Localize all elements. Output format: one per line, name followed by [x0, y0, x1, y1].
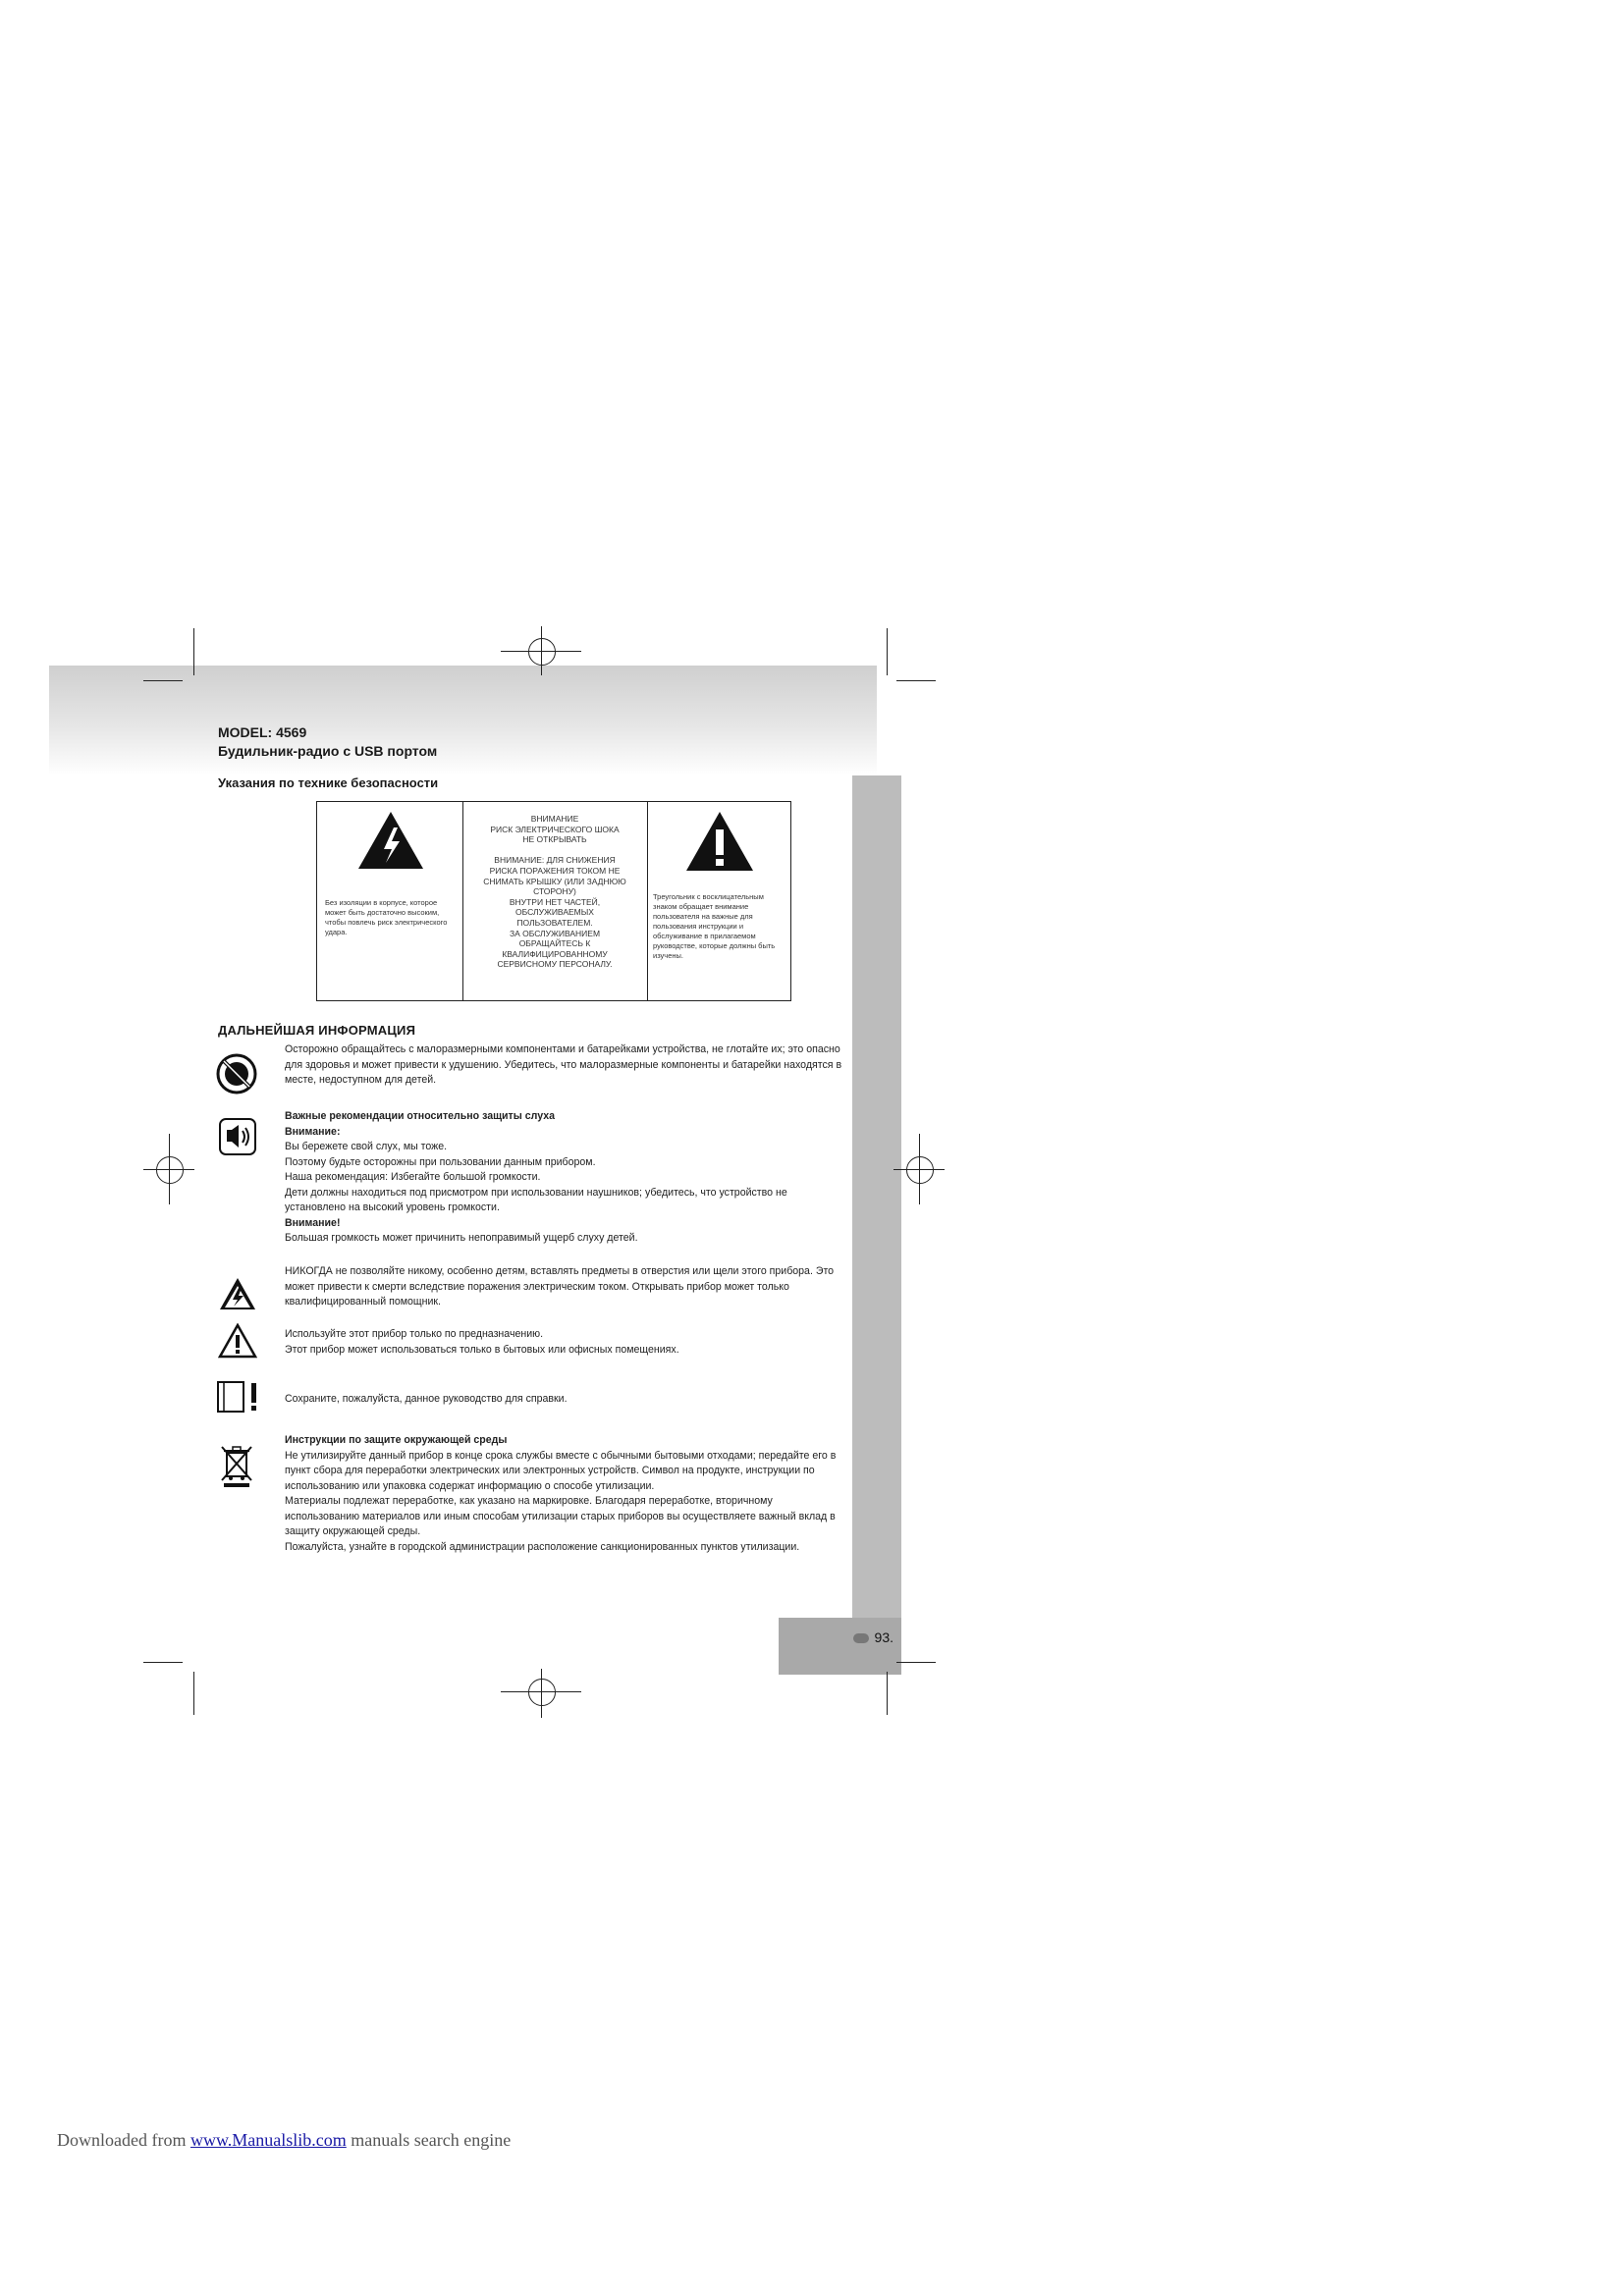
side-tab-bar [852, 775, 901, 1620]
warning-col-center [462, 802, 648, 1000]
warning-table [316, 801, 791, 1001]
registration-mark [541, 1669, 542, 1718]
crop-mark [143, 1662, 183, 1663]
footer-suffix: manuals search engine [346, 2130, 512, 2150]
use-line: Этот прибор может использоваться только в бытовых или офисных помещениях. [285, 1343, 679, 1356]
page-number: 93. [785, 1629, 893, 1645]
warning-center-line: ПОЛЬЗОВАТЕЛЕМ. [516, 917, 593, 928]
high-voltage-warning-icon [356, 810, 425, 871]
warning-center-line: РИСК ЭЛЕКТРИЧЕСКОГО ШОКА [490, 824, 620, 834]
keep-manual-text: Сохраните, пожалуйста, данное руководство для справки. [285, 1393, 568, 1405]
environment-section [285, 1433, 844, 1555]
small-parts-text: Осторожно обращайтесь с малоразмерными компонентами и батарейками устройства, не глотайте их; это опасно для здоровья и может привести к удушению. Убедитесь, что малоразмерные компоненты и батарейки находятся в месте, недоступном для детей. [285, 1043, 842, 1086]
caution-icon [218, 1323, 257, 1359]
crop-mark [143, 680, 183, 681]
manual-reference-icon [216, 1380, 261, 1414]
crop-mark [887, 628, 888, 675]
crop-mark [193, 1672, 194, 1715]
warning-center-line: СТОРОНУ) [533, 886, 576, 897]
download-footer [57, 2130, 511, 2151]
warning-center-line: СЕРВИСНОМУ ПЕРСОНАЛУ. [497, 959, 613, 970]
warning-col-right [647, 802, 790, 1000]
warning-center-line: СНИМАТЬ КРЫШКУ (ИЛИ ЗАДНЮЮ [483, 876, 626, 886]
registration-mark [169, 1134, 170, 1204]
hearing-attention: Внимание: [285, 1125, 341, 1138]
warning-center-line: ОБСЛУЖИВАЕМЫХ [515, 907, 594, 918]
page-number-box [779, 1618, 901, 1675]
header-band [49, 666, 877, 775]
use-line: Используйте этот прибор только по предназначению. [285, 1328, 544, 1340]
environment-title: Инструкции по защите окружающей среды [285, 1434, 508, 1446]
registration-mark [528, 638, 556, 666]
hearing-title: Важные рекомендации относительно защиты слуха [285, 1110, 556, 1122]
warning-left-text: Без изоляции в корпусе, которое может быть достаточно высоким, чтобы повлечь риск электрического удара. [325, 898, 448, 936]
registration-mark [528, 1679, 556, 1706]
language-flag-icon [853, 1633, 869, 1643]
exclamation-warning-icon [684, 810, 755, 873]
model-number: MODEL: 4569 [218, 724, 307, 740]
hearing-line: Вы бережете свой слух, мы тоже. [285, 1141, 448, 1152]
manualslib-link[interactable]: www.Manualslib.com [189, 2130, 347, 2150]
further-info-title: ДАЛЬНЕЙШАЯ ИНФОРМАЦИЯ [218, 1023, 416, 1038]
warning-center-text [468, 814, 641, 970]
electric-shock-warning-icon [218, 1276, 257, 1311]
warning-center-line: ВНИМАНИЕ: ДЛЯ СНИЖЕНИЯ [494, 855, 616, 866]
safety-section-title: Указания по технике безопасности [218, 775, 439, 790]
crop-mark [896, 680, 936, 681]
warning-center-line: ВНИМАНИЕ [530, 814, 579, 824]
environment-paragraph: Не утилизируйте данный прибор в конце срока службы вместе с обычными бытовыми отходами; передайте его в пункт сбора для переработки электрических или электронных устройств. Символ на продукте, инструкции по использованию или упаковка содержат информацию о способе утилизации. [285, 1449, 837, 1492]
warning-center-line: ЗА ОБСЛУЖИВАНИЕМ [509, 928, 601, 938]
warning-center-line: РИСКА ПОРАЖЕНИЯ ТОКОМ НЕ [489, 865, 621, 876]
hearing-line: Поэтому будьте осторожны при пользовании данным прибором. [285, 1155, 596, 1168]
registration-mark [541, 626, 542, 675]
environment-paragraph: Материалы подлежат переработке, как указано на маркировке. Благодаря переработке, вторичному использованию материалов или иным способам утилизации старых приборов вы осуществляете важный вклад в защиту окружающей среды. [285, 1495, 836, 1537]
weee-crossed-bin-icon [218, 1443, 255, 1488]
product-title: Будильник-радио с USB портом [218, 743, 438, 759]
hearing-section [285, 1109, 844, 1247]
warning-center-line: ВНУТРИ НЕТ ЧАСТЕЙ, [509, 896, 601, 907]
crop-mark [887, 1672, 888, 1715]
warning-right-text: Треугольник с восклицательным знаком обращает внимание пользователя на важные для пользования инструкции и обслуживание в прилагаемом руководстве, которые должны быть изучены. [653, 892, 776, 960]
registration-mark [919, 1134, 920, 1204]
hearing-line: Большая громкость может причинить непоправимый ущерб слуху детей. [285, 1232, 638, 1244]
warning-center-line: ОБРАЩАЙТЕСЬ К [518, 938, 591, 949]
warning-center-line: НЕ ОТКРЫВАТЬ [522, 834, 587, 845]
no-small-parts-icon [216, 1053, 257, 1095]
warning-col-left [317, 802, 463, 1000]
warning-center-line: КВАЛИФИЦИРОВАННОМУ [502, 948, 608, 959]
registration-mark [906, 1156, 934, 1184]
warning-center-line [468, 845, 641, 856]
never-insert-text: НИКОГДА не позволяйте никому, особенно детям, вставлять предметы в отверстия или щели этого прибора. Это может привести к смерти вследствие поражения электрическим током. Открывать прибор может только квалифицированный помощник. [285, 1265, 835, 1308]
crop-mark [193, 628, 194, 675]
environment-paragraph: Пожалуйста, узнайте в городской администрации расположение санкционированных пунктов утилизации. [285, 1540, 800, 1553]
use-as-intended [285, 1327, 844, 1358]
crop-mark [896, 1662, 936, 1663]
registration-mark [156, 1156, 184, 1184]
hearing-protection-icon [218, 1117, 257, 1156]
hearing-line: Дети должны находиться под присмотром при использовании наушников; убедитесь, что устройство не установлено на высокий уровень громкости. [285, 1186, 787, 1213]
hearing-line: Наша рекомендация: Избегайте большой громкости. [285, 1171, 541, 1183]
hearing-attention: Внимание! [285, 1216, 341, 1229]
footer-prefix: Downloaded from [57, 2130, 190, 2150]
